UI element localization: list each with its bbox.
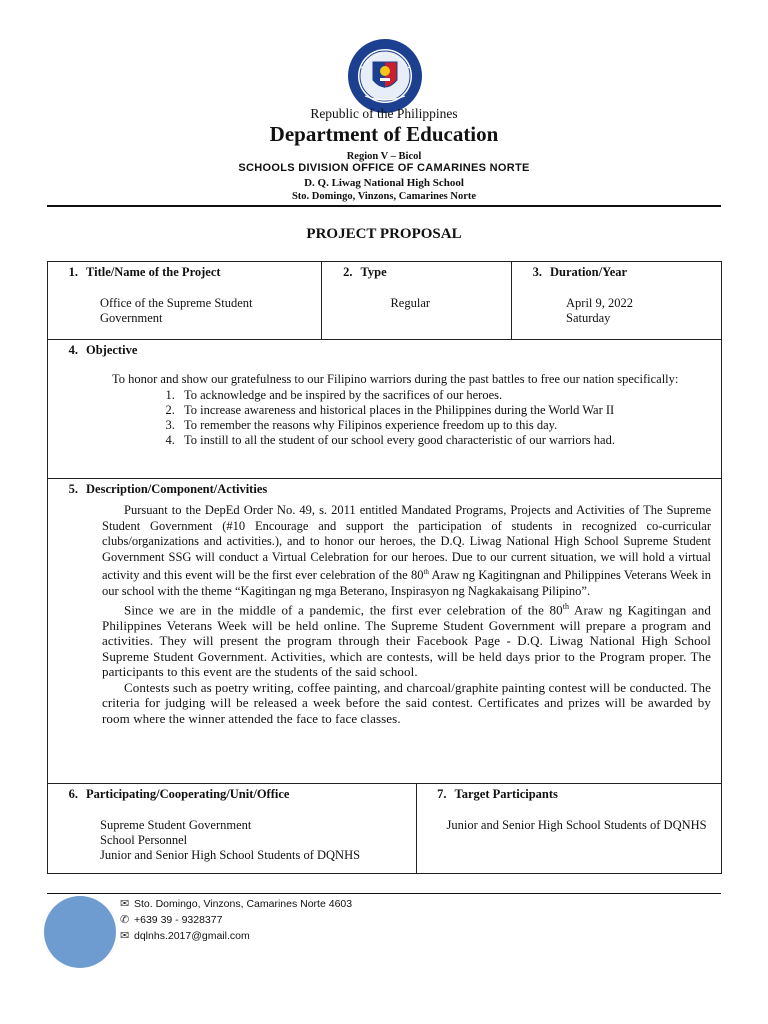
objective-intro: To honor and show our gratefulness to our Filipino warriors during the past battles to free our nation specifically: (112, 372, 679, 386)
footer-address: Sto. Domingo, Vinzons, Camarines Norte 4603 (134, 898, 353, 910)
type-label: Type (360, 265, 387, 279)
objective-list (56, 388, 713, 448)
footer-phone: +639 39 - 9328377 (134, 914, 223, 926)
project-title-value: Office of the Supreme Student Government (100, 296, 253, 325)
republic-line: Republic of the Philippines (310, 106, 458, 121)
email-icon: ✉ (120, 930, 130, 942)
target-label: Target Participants (454, 787, 558, 801)
footer-decoration (44, 896, 116, 968)
objective-label: Objective (86, 343, 138, 357)
target-value: Junior and Senior High School Students of DQNHS (446, 818, 707, 832)
school-name: D. Q. Liwag National High School (304, 177, 464, 189)
duration-label: Duration/Year (550, 265, 628, 279)
region-line: Region V – Bicol (346, 151, 422, 162)
footer-divider (47, 893, 721, 894)
division-line: SCHOOLS DIVISION OFFICE OF CAMARINES NORTE (238, 162, 530, 174)
document-title: PROJECT PROPOSAL (306, 226, 462, 242)
list-item: School Personnel (100, 833, 188, 847)
header-divider (47, 205, 721, 207)
list-item: 2. To increase awareness and historical places in the Philippines during the World War II (178, 403, 713, 418)
participating-label: Participating/Cooperating/Unit/Office (86, 787, 290, 801)
description-paragraph-3: Contests such as poetry writing, coffee painting, and charcoal/graphite painting contest will be conducted. The criteria for judging will be released a week before the said contest. Certificates and prizes will be awarded by room where the winner attended the face to face classes. (102, 679, 711, 726)
mail-icon: ✉ (120, 898, 130, 910)
target-cell: 7. Target Participants Junior and Senior High School Students of DQNHS (416, 784, 721, 874)
description-cell: 5. Description/Component/Activities Pursuant to the DepEd Order No. 49, s. 2011 entitled Mandated Programs, Projects and Activities of The Supreme Student Government (#10 Encourage and support the participation of students in recognized co-curricular clubs/organizations and activities.), and to honor our heroes, the D.Q. Liwag National High School Supreme Student Government SSG will conduct a Virtual Celebration for our heroes. Due to our current situation, we will hold a virtual activity and this event will be the first ever celebration of the 80th Araw ng Kagitingnan and Philippines Veterans Week in our school with the theme “Kagitingan ng mga Beterano, Inspirasyon ng Nagkakaisang Pilipino”. Since we are in the middle of a pandemic, the first ever celebration of the 80th Araw ng Kagitingan and Philippines Veterans Week will be held online. The Supreme Student Government will prepare a program and activities. They will present the program through their Facebook Page - D.Q. Liwag National High School Supreme Student Government. Activities, which are contests, will be held days prior to the Program proper. The participants to this event are the students of the said school. Contests such as poetry writing, coffee painting, and charcoal/graphite painting contest will be conducted. The criteria for judging will be released a week before the said contest. Certificates and prizes will be awarded by room where the winner attended the face to face classes. (48, 479, 722, 784)
list-item: Supreme Student Government (100, 818, 252, 832)
description-paragraph-1: Pursuant to the DepEd Order No. 49, s. 2011 entitled Mandated Programs, Projects and Activities of The Supreme Student Government (#10 Encourage and support the participation of students in recognized co-curricular clubs/organizations and activities.), and to honor our heroes, the D.Q. Liwag National High School Supreme Student Government SSG will conduct a Virtual Celebration for our heroes. Due to our current situation, we will hold a virtual activity and this event will be the first ever celebration of the 80th Araw ng Kagitingnan and Philippines Veterans Week in our school with the theme “Kagitingan ng mga Beterano, Inspirasyon ng Nagkakaisang Pilipino”. (102, 503, 711, 598)
type-value: Regular (390, 296, 431, 310)
description-paragraph-2: Since we are in the middle of a pandemic, the first ever celebration of the 80th Araw ng Kagitingan and Philippines Veterans Week will be held online. The Supreme Student Government will prepare a program and activities. They will present the program through their Facebook Page - D.Q. Liwag National High School Supreme Student Government. Activities, which are contests, will be held days prior to the Program proper. The participants to this event are the students of the said school. (102, 602, 711, 680)
list-item: 4. To instill to all the student of our school every good characteristic of our warriors had. (178, 433, 713, 448)
list-item: Junior and Senior High School Students of DQNHS (100, 848, 361, 862)
phone-icon: ✆ (120, 914, 130, 926)
proposal-table (47, 261, 722, 874)
project-title-cell: 1. Title/Name of the Project Office of the Supreme Student Government (48, 262, 322, 340)
deped-seal-logo (347, 38, 423, 114)
department-title: Department of Education (269, 122, 499, 146)
objective-cell: 4. Objective To honor and show our gratefulness to our Filipino warriors during the past battles to free our nation specifically: 1. To acknowledge and be inspired by the sacrifices of our heroes. 2. To increase awareness and historical places in the Philippines during the World War II 3. To remember the reasons why Filipinos experience freedom up to this day. 4. To instill to all the student of our school every good characteristic of our warriors had. (48, 340, 722, 479)
description-label: Description/Component/Activities (86, 482, 268, 496)
school-address: Sto. Domingo, Vinzons, Camarines Norte (291, 191, 477, 202)
duration-cell: 3. Duration/Year April 9, 2022 Saturday (512, 262, 722, 340)
project-title-label: Title/Name of the Project (86, 265, 221, 279)
list-item: 1. To acknowledge and be inspired by the sacrifices of our heroes. (178, 388, 713, 403)
participating-cell: 6. Participating/Cooperating/Unit/Office Supreme Student Government School Personnel Junior and Senior High School Students of DQNHS (48, 784, 417, 874)
list-item: 3. To remember the reasons why Filipinos experience freedom up to this day. (178, 418, 713, 433)
duration-day: Saturday (566, 311, 611, 325)
footer-email[interactable]: dqlnhs.2017@gmail.com (134, 930, 250, 942)
duration-date: April 9, 2022 (566, 296, 634, 310)
type-cell: 2. Type Regular (322, 262, 512, 340)
footer-contact (120, 896, 352, 944)
